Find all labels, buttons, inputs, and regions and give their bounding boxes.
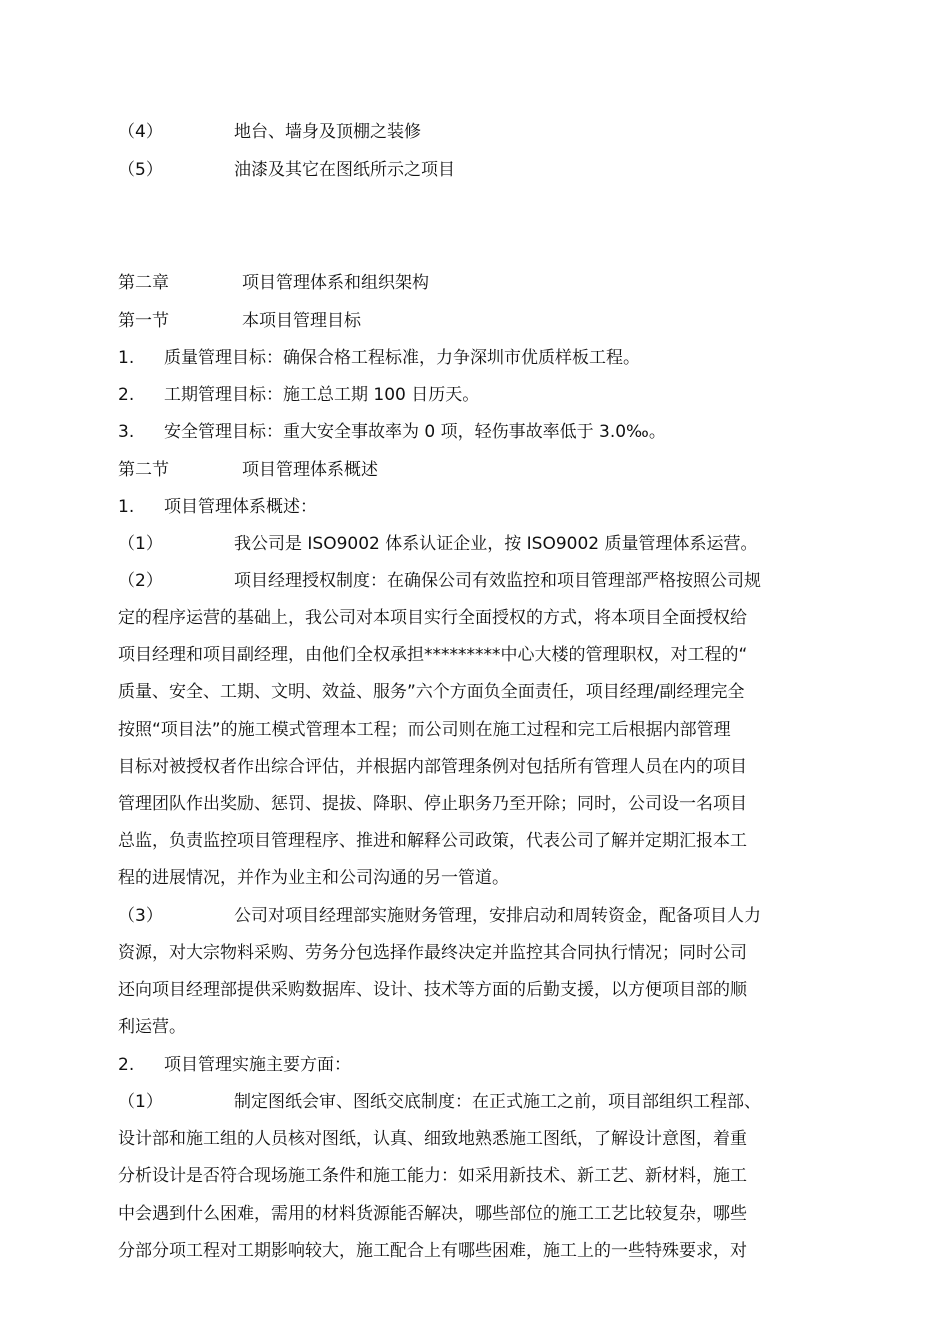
paragraph-text: 我公司是 ISO9002 体系认证企业，按 ISO9002 质量管理体系运营。 [234,534,758,554]
paragraph-line: 项目经理和项目副经理，由他们全权承担*********中心大楼的管理职权，对工程的“ [118,645,748,665]
paragraph-line: 还向项目经理部提供采购数据库、设计、技术等方面的后勤支援，以方便项目部的顺 [118,980,747,1000]
chapter-title: 项目管理体系和组织架构 [242,273,429,293]
section-marker: 第二节 [118,460,169,480]
paragraph-text: 制定图纸会审、图纸交底制度：在正式施工之前，项目部组织工程部、 [234,1092,761,1112]
item-marker: （4） [118,122,163,142]
chapter-marker: 第二章 [118,273,169,293]
item-marker: （5） [118,160,163,180]
item-text: 地台、墙身及顶棚之装修 [234,122,421,142]
item-marker: 1. [118,348,135,368]
paragraph-line: 利运营。 [118,1017,186,1037]
paragraph-line: 目标对被授权者作出综合评估，并根据内部管理条例对包括所有管理人员在内的项目 [118,757,747,777]
list-item [118,160,455,240]
paragraph-line: 设计部和施工组的人员核对图纸，认真、细致地熟悉施工图纸，了解设计意图，着重 [118,1129,747,1149]
item-marker: 3. [118,422,135,442]
section-title: 项目管理体系概述 [242,460,378,480]
item-marker: 2. [118,385,135,405]
paragraph-line: 定的程序运营的基础上，我公司对本项目实行全面授权的方式，将本项目全面授权给 [118,608,747,628]
paragraph-line: 按照“项目法”的施工模式管理本工程；而公司则在施工过程和完工后根据内部管理 [118,720,731,740]
item-text: 项目管理体系概述： [164,497,317,517]
item-text: 油漆及其它在图纸所示之项目 [234,160,455,180]
paragraph-text: 项目经理授权制度：在确保公司有效监控和项目管理部严格按照公司规 [234,571,761,591]
paragraph-text: 公司对项目经理部实施财务管理，安排启动和周转资金，配备项目人力 [234,906,761,926]
paragraph-line: 资源，对大宗物料采购、劳务分包选择作最终决定并监控其合同执行情况；同时公司 [118,943,747,963]
section-marker: 第一节 [118,311,169,331]
item-text: 项目管理实施主要方面： [164,1055,351,1075]
item-text: 安全管理目标：重大安全事故率为 0 项，轻伤事故率低于 3.0‰。 [164,422,666,442]
paragraph-line: 分析设计是否符合现场施工条件和施工能力：如采用新技术、新工艺、新材料，施工 [118,1166,747,1186]
paragraph-line: 管理团队作出奖励、惩罚、提拔、降职、停止职务乃至开除；同时，公司设一名项目 [118,794,747,814]
item-marker: 2. [118,1055,135,1075]
paragraph-line: 分部分项工程对工期影响较大，施工配合上有哪些困难，施工上的一些特殊要求，对 [118,1241,747,1261]
paragraph-line: 中会遇到什么困难，需用的材料货源能否解决，哪些部位的施工工艺比较复杂，哪些 [118,1204,747,1224]
section-title: 本项目管理目标 [242,311,361,331]
paragraph-marker: （2） [118,571,163,591]
paragraph-marker: （1） [118,534,163,554]
paragraph-line: 程的进展情况，并作为业主和公司沟通的另一管道。 [118,868,509,888]
paragraph-line: 质量、安全、工期、文明、效益、服务”六个方面负全面责任，项目经理/副经理完全 [118,682,745,702]
paragraph-marker: （1） [118,1092,163,1112]
item-marker: 1. [118,497,135,517]
paragraph-line: 总监，负责监控项目管理程序、推进和解释公司政策，代表公司了解并定期汇报本工 [118,831,747,851]
item-text: 质量管理目标：确保合格工程标准，力争深圳市优质样板工程。 [164,348,640,368]
paragraph-marker: （3） [118,906,163,926]
item-text: 工期管理目标：施工总工期 100 日历天。 [164,385,480,405]
